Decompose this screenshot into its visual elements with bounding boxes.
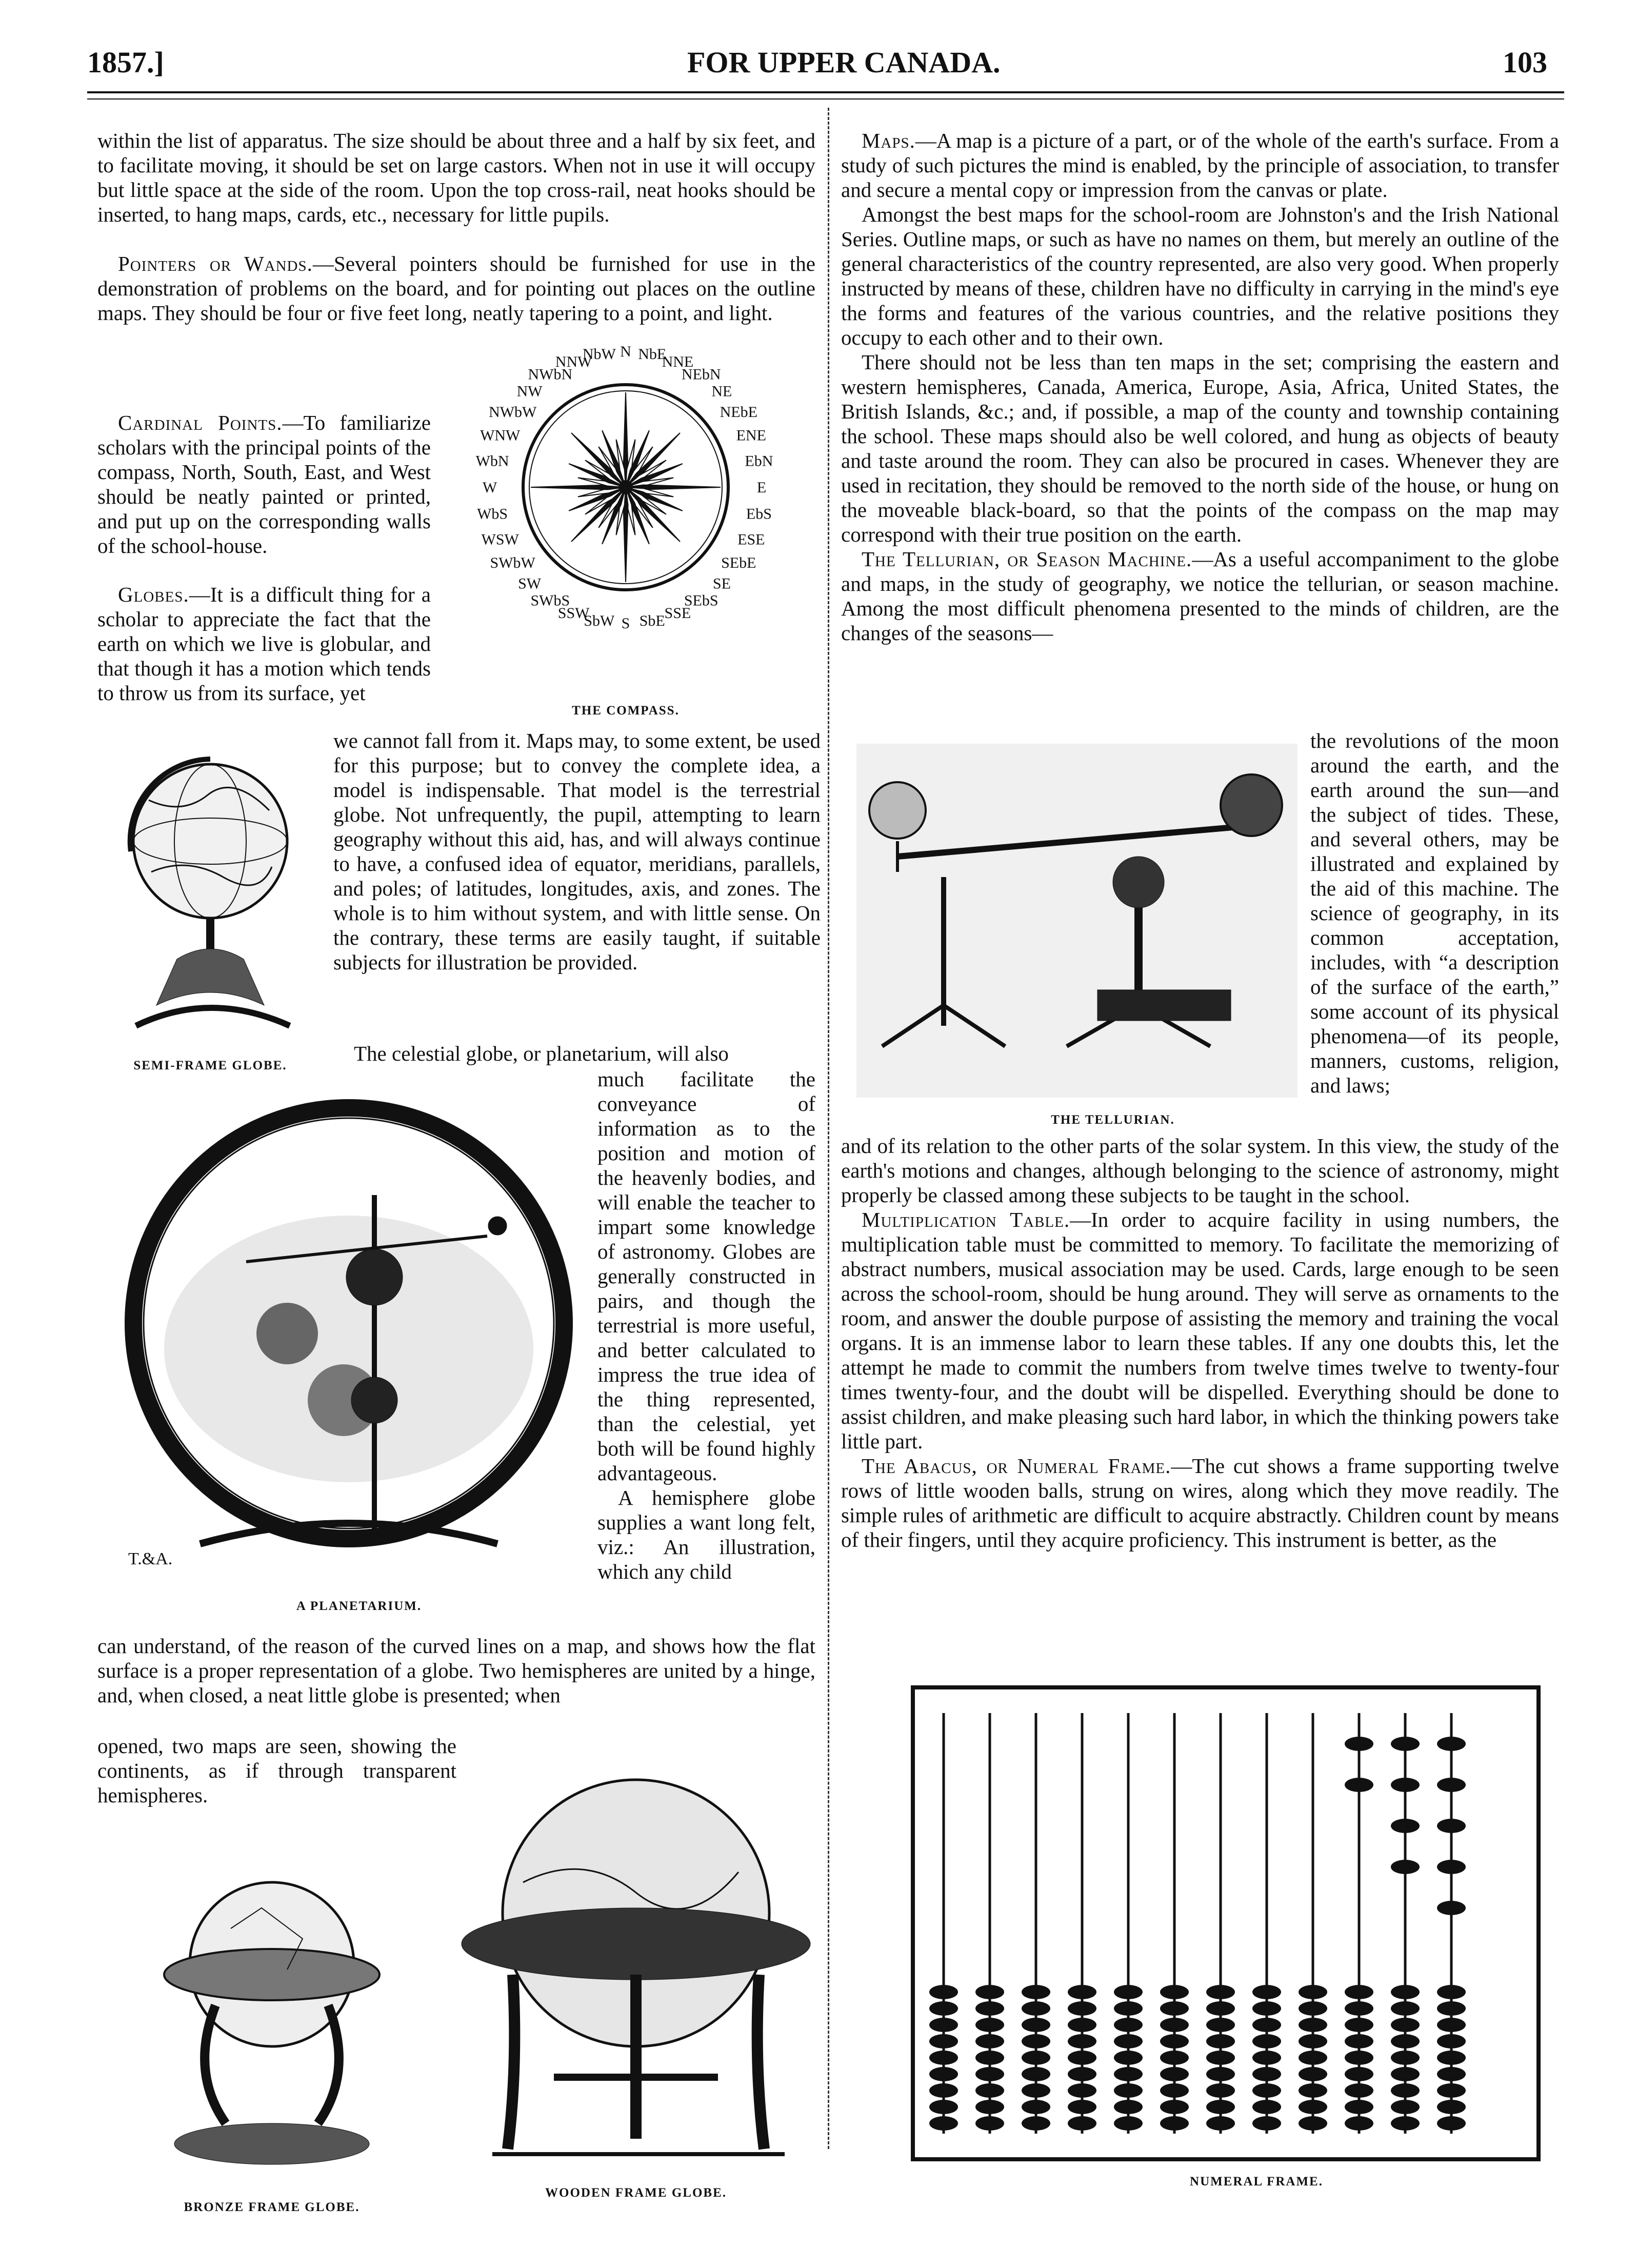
bronze-caption: BRONZE FRAME GLOBE. [184,2200,360,2214]
abacus-bead [1299,2001,1327,2016]
abacus-bead [1160,2116,1189,2131]
abacus-bead [1252,2067,1281,2081]
abacus-bead [1252,2001,1281,2016]
pointers-paragraph [97,251,815,325]
abacus-bead [1437,2067,1466,2081]
wooden-frame-globe-figure [451,1759,821,2185]
multiplication-heading: Multiplication Table. [862,1208,1070,1231]
tellurian-side: the revolutions of the moon around the earth, and the earth around the sun—and the subject of tides. These, and several others, may be illustrated and explained by the aid of this machine. The science of geography, in its common acceptation, includes, with “a description of the surface of the earth,” some account of its physical phenomena—of its people, manners, customs, religion, and laws; [1310,729,1559,1097]
compass-ray [571,433,626,487]
abacus-bead [1345,2018,1373,2032]
abacus-bead [1391,2001,1420,2016]
abacus-bead [1345,1737,1373,1751]
abacus-bead [1068,2051,1096,2065]
abacus-bead [975,2034,1004,2048]
tellurian-continued: and of its relation to the other parts of the solar system. In this view, the study of the earth's motions and changes, although belonging to the science of astronomy, might properly be classed among these subjects to be taught in the school. [841,1134,1559,1207]
abacus-bead [1114,2116,1143,2131]
compass-point-label: EbS [746,505,772,523]
abacus-bead [1391,2034,1420,2048]
compass-point-label: NNE [662,353,694,371]
abacus-bead [1252,2083,1281,2098]
globes-continued-text: we cannot fall from it. Maps may, to some extent, be used for this purpose; but to convey the complete idea, a model is indispensable. That model is the terrestrial globe. Not unfrequently, the pupil, attempting to learn geography without this aid, has, and will always continue to have, a confused idea of equator, meridians, parallels, and poles; of latitudes, longitudes, axis, and zones. The whole is to him without system, and with little sense. On the contrary, these terms are easily taught, if suitable subjects for illustration be provided. [333,729,821,974]
abacus-bead [1299,2051,1327,2065]
abacus-bead [1114,2067,1143,2081]
hemisphere-paragraph [97,1634,815,1707]
celestial-first-line [354,1041,815,1066]
abacus-bead [1252,1985,1281,1999]
abacus-bead [929,2083,958,2098]
maps-section [841,128,1559,645]
compass-ray [626,487,680,542]
abacus-bead [975,2067,1004,2081]
abacus-bead [1299,2018,1327,2032]
abacus-bead [1299,1985,1327,1999]
globes-text: —It is a difficult thing for a scholar to appreciate the fact that the earth on which we live is globular, and that though it has a motion which tends to throw us from its surface, yet [97,583,431,705]
abacus-bead [1252,2034,1281,2048]
numeral-caption: NUMERAL FRAME. [1190,2175,1323,2189]
abacus-bead [1437,1860,1466,1874]
maps-paragraph-3: There should not be less than ten maps in the set; comprising the eastern and western hemispheres, Canada, America, Europe, Asia, Africa, United States, the British Islands, &c.; and, if possible, a map of the county and township containing the school. These maps should also be well colored, and hung as objects of beauty and taste around the room. They can also be procured in cases. Whenever they are used in recitation, they should be removed to the north side of the house, or hung on the moveable black-board, so that the points of the compass on the map may correspond with their true position on the earth. [841,350,1559,546]
abacus-bead [1114,2051,1143,2065]
abacus-bead [1068,2116,1096,2131]
column-rule [828,108,829,2149]
abacus-bead [929,2116,958,2131]
abacus-bead [929,1985,958,1999]
maps-heading: Maps. [862,129,915,152]
abacus-bead [1391,1985,1420,1999]
abacus-bead [1068,2018,1096,2032]
abacus-bead [1345,1778,1373,1792]
abacus-bead [1206,2001,1235,2016]
compass-point-label: SW [518,575,542,592]
header-rule [87,91,1564,100]
abacus-bead [1068,1985,1096,1999]
abacus-bead [1160,2018,1189,2032]
compass-point-label: SSW [557,604,590,622]
semi-frame-caption: SEMI-FRAME GLOBE. [133,1059,287,1072]
hemisphere-text-c: opened, two maps are seen, showing the continents, as if through transparent hemispheres. [97,1734,456,1807]
abacus-bead [1206,2083,1235,2098]
abacus-bead [1299,2116,1327,2131]
abacus-bead [1345,2067,1373,2081]
abacus-bead [1437,1778,1466,1792]
tellurian-figure [851,739,1303,1108]
compass-ray [626,433,680,487]
abacus-bead [1437,1819,1466,1833]
compass-point-label: NEbN [681,366,721,383]
abacus-text: —The cut shows a frame supporting twelve rows of little wooden balls, strung on wires, along which they move readily. The simple rules of arithmetic are difficult to acquire abstractly. Children count by means of their fingers, until they acquire proficiency. This instrument is better, as the [841,1454,1559,1551]
bronze-frame-globe-figure [138,1857,405,2190]
abacus-bead [1206,2100,1235,2114]
compass-point-label: NWbN [528,366,573,383]
abacus-bead [1437,1985,1466,1999]
compass-point-label: NbW [582,346,616,363]
celestial-paragraph [597,1067,815,1584]
abacus-bead [1022,2116,1050,2131]
abacus-bead [975,2001,1004,2016]
abacus-bead [1160,2051,1189,2065]
abacus-bead [1022,2001,1050,2016]
abacus-bead [929,2067,958,2081]
abacus-bead [1391,2018,1420,2032]
cardinal-paragraph [97,410,431,558]
abacus-bead [1299,2067,1327,2081]
tellurian-side-text [1310,728,1559,1098]
abacus-bead [1160,2001,1189,2016]
abacus-bead [1022,2018,1050,2032]
abacus-heading: The Abacus, or Numeral Frame. [862,1454,1171,1478]
apparatus-text: within the list of apparatus. The size should be about three and a half by six feet, and to facilitate moving, it should be set on large castors. When not in use it will occupy but little space at the side of the room. Upon the top cross-rail, neat hooks should be inserted, to hang maps, cards, etc., necessary for little pupils. [97,129,815,226]
abacus-bead [929,2001,958,2016]
abacus-bead [1206,2051,1235,2065]
abacus-bead [1206,2067,1235,2081]
compass-point-label: WbN [475,452,509,470]
abacus-bead [1391,1860,1420,1874]
compass-point-label: SEbE [721,554,756,572]
abacus-bead [929,2018,958,2032]
abacus-bead [1206,2034,1235,2048]
planetarium-figure [108,1092,595,1585]
multiplication-text: —In order to acquire facility in using numbers, the multiplication table must be committed to memory. To facilitate the memorizing of abstract numbers, musical association may be used. Cards, large enough to be seen across the school-room, should be hung around. They will serve as ornaments to the room, and answer the double purpose of assisting the memory and training the vocal organs. It is an immense labor to learn these tables. If any one doubts this, let the attempt he made to commit the numbers from twelve times twelve to twenty-four times twenty-four, and the doubt will be dispelled. Everything should be done to assist children, and make pleasing such hard labor, in which the thinking powers take little part. [841,1208,1560,1453]
hemisphere-end [97,1734,456,1807]
wooden-caption: WOODEN FRAME GLOBE. [545,2186,727,2200]
abacus-bead [1206,2116,1235,2131]
compass-point-label: NEbE [720,403,757,421]
abacus-bead [975,2018,1004,2032]
compass-ray [571,487,626,542]
abacus-bead [1391,2116,1420,2131]
celestial-text-a: The celestial globe, or planetarium, will also [354,1042,729,1065]
tellurian-heading: The Tellurian, or Season Machine. [862,547,1192,571]
abacus-bead [1391,1819,1420,1833]
compass-point-label: WSW [481,531,519,548]
abacus-bead [1068,2083,1096,2098]
compass-point-label: SbW [584,612,615,629]
abacus-bead [1022,2100,1050,2114]
abacus-bead [1068,2100,1096,2114]
compass-point-label: SE [712,575,731,592]
header-year: 1857.] [87,46,164,79]
maps-paragraph-2: Amongst the best maps for the school-room are Johnston's and the Irish National Series. Outline maps, or such as have no names on them, but merely an outline of the general characteristics of the country represented, are also very good. When properly instructed by means of these, children have no difficulty in carrying in the mind's eye the forms and features of the various countries, and the relative positions they occupy to each other and to their own. [841,203,1559,349]
compass-point-label: S [621,615,630,632]
tellurian-caption: THE TELLURIAN. [1051,1113,1175,1127]
abacus-bead [1437,2116,1466,2131]
abacus-bead [975,2116,1004,2131]
compass-point-label: NWbW [489,403,537,421]
abacus-bead [1022,2034,1050,2048]
compass-point-label: ENE [736,427,766,444]
abacus-bead [1252,2018,1281,2032]
abacus-bead [1345,1985,1373,1999]
abacus-bead [1022,1985,1050,1999]
pointers-text: —Several pointers should be furnished for use in the demonstration of problems on the board, and for pointing out places on the outline maps. They should be four or five feet long, neatly tapering to a point, and light. [97,252,815,325]
abacus-bead [1391,1778,1420,1792]
abacus-bead [1437,2018,1466,2032]
abacus-bead [1252,2100,1281,2114]
tellurian-text: —As a useful accompaniment to the globe and maps, in the study of geography, we notice the tellurian, or season machine. Among the most difficult phenomena presented to the minds of children, are the changes of the seasons— [841,547,1559,645]
planetarium-mark: T.&A. [128,1549,173,1568]
abacus-bead [1299,2034,1327,2048]
abacus-bead [1160,2083,1189,2098]
maps-text: —A map is a picture of a part, or of the whole of the earth's surface. From a study of such pictures the mind is enabled, by the principle of association, to transfer and secure a mental copy or impression from the canvas or plate. [841,129,1559,202]
abacus-bead [1299,2100,1327,2114]
abacus-bead [1206,1985,1235,1999]
abacus-bead [1114,2001,1143,2016]
abacus-bead [975,2100,1004,2114]
abacus-bead [1299,2083,1327,2098]
abacus-bead [1114,2018,1143,2032]
compass-point-label: SEbS [684,592,718,609]
compass-point-label: WbS [477,505,508,523]
abacus-bead [975,1985,1004,1999]
abacus-bead [1022,2067,1050,2081]
abacus-bead [1437,2001,1466,2016]
abacus-bead [1114,2100,1143,2114]
intro-paragraph [97,128,815,227]
compass-point-label: E [756,479,767,496]
abacus-bead [1437,2100,1466,2114]
compass-point-label: NE [711,383,732,400]
compass-point-label: WNW [480,427,521,444]
abacus-bead [929,2051,958,2065]
compass-caption: THE COMPASS. [572,704,680,718]
abacus-bead [1345,2100,1373,2114]
pointers-heading: Pointers or Wands. [118,252,313,275]
abacus-bead [975,2083,1004,2098]
globes-paragraph [97,582,431,705]
abacus-bead [1391,1737,1420,1751]
planetarium-caption: A PLANETARIUM. [296,1599,422,1613]
page-number: 103 [1503,46,1547,79]
compass-point-label: W [482,479,497,496]
abacus-bead [1114,2083,1143,2098]
compass-point-label: SWbW [490,554,535,572]
abacus-bead [1160,1985,1189,1999]
globes-heading: Globes. [118,583,189,606]
compass-rose-figure [441,303,810,692]
abacus-bead [1437,2051,1466,2065]
abacus-bead [1437,1901,1466,1915]
semi-frame-globe-figure [100,739,331,1046]
tellurian-and-multiplication [841,1133,1559,1552]
abacus-bead [1160,2067,1189,2081]
abacus-bead [1068,2034,1096,2048]
hemisphere-text-b: can understand, of the reason of the curved lines on a map, and shows how the flat surface is a proper representation of a globe. Two hemispheres are united by a hinge, and, when closed, a neat little globe is presented; when [97,1634,815,1707]
abacus-bead [1437,1737,1466,1751]
abacus-bead [1068,2001,1096,2016]
abacus-bead [1345,2001,1373,2016]
abacus-bead [975,2051,1004,2065]
abacus-bead [1391,2083,1420,2098]
abacus-bead [1391,2051,1420,2065]
compass-point-label: NW [516,383,543,400]
compass-point-label: EbN [745,452,773,470]
abacus-bead [1160,2034,1189,2048]
abacus-bead [1345,2116,1373,2131]
abacus-bead [1160,2100,1189,2114]
compass-point-label: N [620,343,631,360]
abacus-bead [929,2100,958,2114]
compass-point-label: NNW [555,353,592,371]
abacus-bead [1252,2051,1281,2065]
running-title: FOR UPPER CANADA. [687,46,1001,79]
compass-point-label: ESE [737,531,765,548]
abacus-bead [1345,2034,1373,2048]
abacus-bead [1437,2083,1466,2098]
abacus-bead [929,2034,958,2048]
compass-point-label: SSE [664,604,691,622]
abacus-bead [1022,2083,1050,2098]
celestial-text-b: much facilitate the conveyance of information as to the position and motion of the heavenly bodies, and will enable the teacher to impart some knowledge of astronomy. Globes are generally constructed in pairs, and though the terrestrial is more useful, and better calculated to impress the true idea of the thing represented, than the celestial, yet both will be found highly advantageous. [597,1067,815,1485]
abacus-bead [1114,2034,1143,2048]
compass-point-label: SbE [639,612,665,629]
hemisphere-text-a: A hemisphere globe supplies a want long felt, viz.: An illustration, which any child [597,1486,815,1583]
abacus-bead [1345,2083,1373,2098]
abacus-bead [1345,2051,1373,2065]
abacus-bead [1022,2051,1050,2065]
compass-point-label: NbE [638,346,667,363]
cardinal-text: —To familiarize scholars with the principal points of the compass, North, South, East, and West should be neatly painted or printed, and put up on the corresponding walls of the school-house. [97,411,431,558]
abacus-bead [1068,2067,1096,2081]
abacus-bead [1391,2067,1420,2081]
abacus-bead [1391,2100,1420,2114]
numeral-frame-figure [908,1682,1544,2164]
cardinal-heading: Cardinal Points. [118,411,283,434]
abacus-bead [1437,2034,1466,2048]
abacus-bead [1252,2116,1281,2131]
compass-point-label: SWbS [530,592,570,609]
globes-continuation [333,728,821,974]
abacus-bead [1114,1985,1143,1999]
abacus-bead [1206,2018,1235,2032]
